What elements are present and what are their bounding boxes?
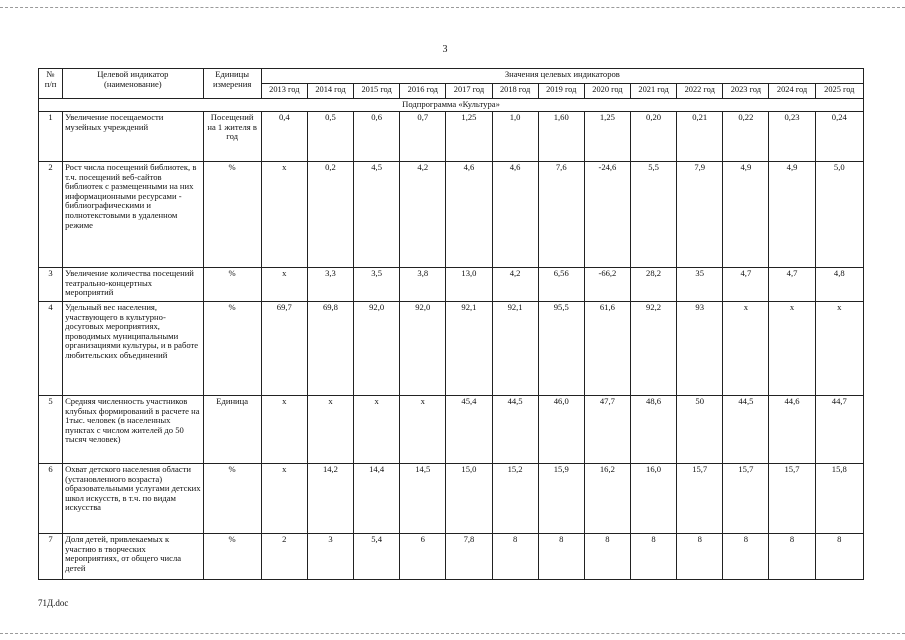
row-value: 4,7 (723, 268, 769, 302)
row-value: х (769, 302, 815, 396)
row-value: 92,1 (492, 302, 538, 396)
row-value: 69,7 (261, 302, 307, 396)
row-unit: Посещений на 1 жителя в год (203, 112, 261, 162)
row-value: 7,6 (538, 162, 584, 268)
row-indicator-name: Доля детей, привлекаемых к участию в творческих мероприятиях, от общего числа детей (63, 534, 203, 580)
row-value: 0,22 (723, 112, 769, 162)
row-value: 46,0 (538, 396, 584, 464)
year-header: 2016 год (400, 84, 446, 99)
year-header: 2024 год (769, 84, 815, 99)
year-header: 2023 год (723, 84, 769, 99)
header-row (39, 69, 864, 84)
row-value: 14,4 (354, 464, 400, 534)
row-value: 92,0 (354, 302, 400, 396)
row-value: 8 (677, 534, 723, 580)
row-value: 16,0 (630, 464, 676, 534)
row-value: х (261, 268, 307, 302)
row-value: 35 (677, 268, 723, 302)
row-value: 47,7 (584, 396, 630, 464)
row-value: 3,5 (354, 268, 400, 302)
year-header: 2020 год (584, 84, 630, 99)
row-value: 1,60 (538, 112, 584, 162)
year-header: 2025 год (815, 84, 863, 99)
footer-filename: 71Д.doc (38, 598, 69, 608)
row-value: 7,8 (446, 534, 492, 580)
row-value: 8 (492, 534, 538, 580)
row-indicator-name: Охват детского населения области (установленного возраста) образовательными услугами детских школ искусств, в т.ч. по видам искусства (63, 464, 203, 534)
row-unit: % (203, 464, 261, 534)
row-value: 0,24 (815, 112, 863, 162)
row-value: 6,56 (538, 268, 584, 302)
page-number: 3 (442, 44, 448, 55)
row-value: 4,6 (446, 162, 492, 268)
row-value: 15,8 (815, 464, 863, 534)
row-value: 45,4 (446, 396, 492, 464)
row-value: 15,2 (492, 464, 538, 534)
subprogram-title: Подпрограмма «Культура» (39, 99, 864, 112)
row-value: 92,0 (400, 302, 446, 396)
row-value: 3 (307, 534, 353, 580)
row-indicator-name: Средняя численность участников клубных формирований в расчете на 1тыс. человек (в населенных пунктах с числом жителей до 50 тысяч человек) (63, 396, 203, 464)
row-num: 3 (39, 268, 63, 302)
row-unit: % (203, 268, 261, 302)
row-value: 4,2 (492, 268, 538, 302)
row-num: 6 (39, 464, 63, 534)
year-header: 2015 год (354, 84, 400, 99)
row-num: 5 (39, 396, 63, 464)
row-unit: % (203, 302, 261, 396)
table-row (39, 268, 864, 302)
bottom-scan-rule (0, 633, 905, 634)
row-value: 0,5 (307, 112, 353, 162)
row-value: 14,5 (400, 464, 446, 534)
row-value: 15,0 (446, 464, 492, 534)
row-value: 8 (723, 534, 769, 580)
row-value: 15,7 (769, 464, 815, 534)
row-value: 15,7 (677, 464, 723, 534)
row-indicator-name: Увеличение количества посещений театрально-концертных мероприятий (63, 268, 203, 302)
row-value: 44,5 (723, 396, 769, 464)
table-row (39, 112, 864, 162)
row-value: 1,0 (492, 112, 538, 162)
year-header: 2021 год (630, 84, 676, 99)
row-value: х (400, 396, 446, 464)
row-value: -24,6 (584, 162, 630, 268)
row-indicator-name: Увеличение посещаемости музейных учреждений (63, 112, 203, 162)
row-indicator-name: Удельный вес населения, участвующего в культурно-досуговых мероприятиях, проводимых муниципальными организациями культуры, и в работе любительских объединений (63, 302, 203, 396)
row-value: 8 (769, 534, 815, 580)
row-value: 5,4 (354, 534, 400, 580)
row-value: 15,9 (538, 464, 584, 534)
row-value: 15,7 (723, 464, 769, 534)
row-num: 1 (39, 112, 63, 162)
row-unit: % (203, 162, 261, 268)
row-value: 5,5 (630, 162, 676, 268)
row-indicator-name: Рост числа посещений библиотек, в т.ч. посещений веб-сайтов библиотек с размещенными на них информационными ресурсами - библиографическими и полнотекстовыми в удаленном режиме (63, 162, 203, 268)
year-header: 2018 год (492, 84, 538, 99)
row-value: 8 (538, 534, 584, 580)
row-value: 0,23 (769, 112, 815, 162)
row-value: 14,2 (307, 464, 353, 534)
row-value: х (261, 464, 307, 534)
row-value: 0,7 (400, 112, 446, 162)
row-value: 0,20 (630, 112, 676, 162)
row-value: 4,6 (492, 162, 538, 268)
row-value: х (354, 396, 400, 464)
row-value: 0,6 (354, 112, 400, 162)
row-value: 4,8 (815, 268, 863, 302)
subprogram-row (39, 99, 864, 112)
row-value: 44,5 (492, 396, 538, 464)
year-header: 2013 год (261, 84, 307, 99)
row-value: 1,25 (446, 112, 492, 162)
row-value: 4,9 (723, 162, 769, 268)
row-value: 92,1 (446, 302, 492, 396)
row-value: 8 (584, 534, 630, 580)
year-header: 2014 год (307, 84, 353, 99)
row-value: 13,0 (446, 268, 492, 302)
row-unit: Единица (203, 396, 261, 464)
table-row (39, 464, 864, 534)
table-row (39, 534, 864, 580)
row-value: 4,2 (400, 162, 446, 268)
row-value: 1,25 (584, 112, 630, 162)
row-value: 6 (400, 534, 446, 580)
row-value: 3,8 (400, 268, 446, 302)
row-value: 44,7 (815, 396, 863, 464)
row-value: 2 (261, 534, 307, 580)
row-value: 3,3 (307, 268, 353, 302)
row-value: х (723, 302, 769, 396)
row-value: 48,6 (630, 396, 676, 464)
col-header-indicator: Целевой индикатор (наименование) (63, 69, 203, 99)
row-value: 0,4 (261, 112, 307, 162)
row-value: -66,2 (584, 268, 630, 302)
row-value: 95,5 (538, 302, 584, 396)
col-header-num: № п/п (39, 69, 63, 99)
row-value: 16,2 (584, 464, 630, 534)
row-value: 4,5 (354, 162, 400, 268)
row-value: 4,7 (769, 268, 815, 302)
row-value: 61,6 (584, 302, 630, 396)
row-value: х (307, 396, 353, 464)
year-header: 2022 год (677, 84, 723, 99)
row-value: х (261, 162, 307, 268)
row-value: 93 (677, 302, 723, 396)
year-header: 2019 год (538, 84, 584, 99)
target-indicators-table (38, 68, 864, 580)
row-num: 4 (39, 302, 63, 396)
row-value: 50 (677, 396, 723, 464)
row-value: 0,2 (307, 162, 353, 268)
row-num: 7 (39, 534, 63, 580)
row-value: 28,2 (630, 268, 676, 302)
row-value: 4,9 (769, 162, 815, 268)
row-value: 92,2 (630, 302, 676, 396)
row-value: 5,0 (815, 162, 863, 268)
row-num: 2 (39, 162, 63, 268)
top-scan-rule (0, 7, 905, 8)
row-value: 7,9 (677, 162, 723, 268)
table-row (39, 396, 864, 464)
col-header-units: Единицы измерения (203, 69, 261, 99)
year-header: 2017 год (446, 84, 492, 99)
row-value: 8 (815, 534, 863, 580)
table-row (39, 302, 864, 396)
row-value: 69,8 (307, 302, 353, 396)
row-value: 8 (630, 534, 676, 580)
table-row (39, 162, 864, 268)
col-header-values-title: Значения целевых индикаторов (261, 69, 863, 84)
row-value: х (261, 396, 307, 464)
row-value: 44,6 (769, 396, 815, 464)
row-value: х (815, 302, 863, 396)
row-unit: % (203, 534, 261, 580)
row-value: 0,21 (677, 112, 723, 162)
